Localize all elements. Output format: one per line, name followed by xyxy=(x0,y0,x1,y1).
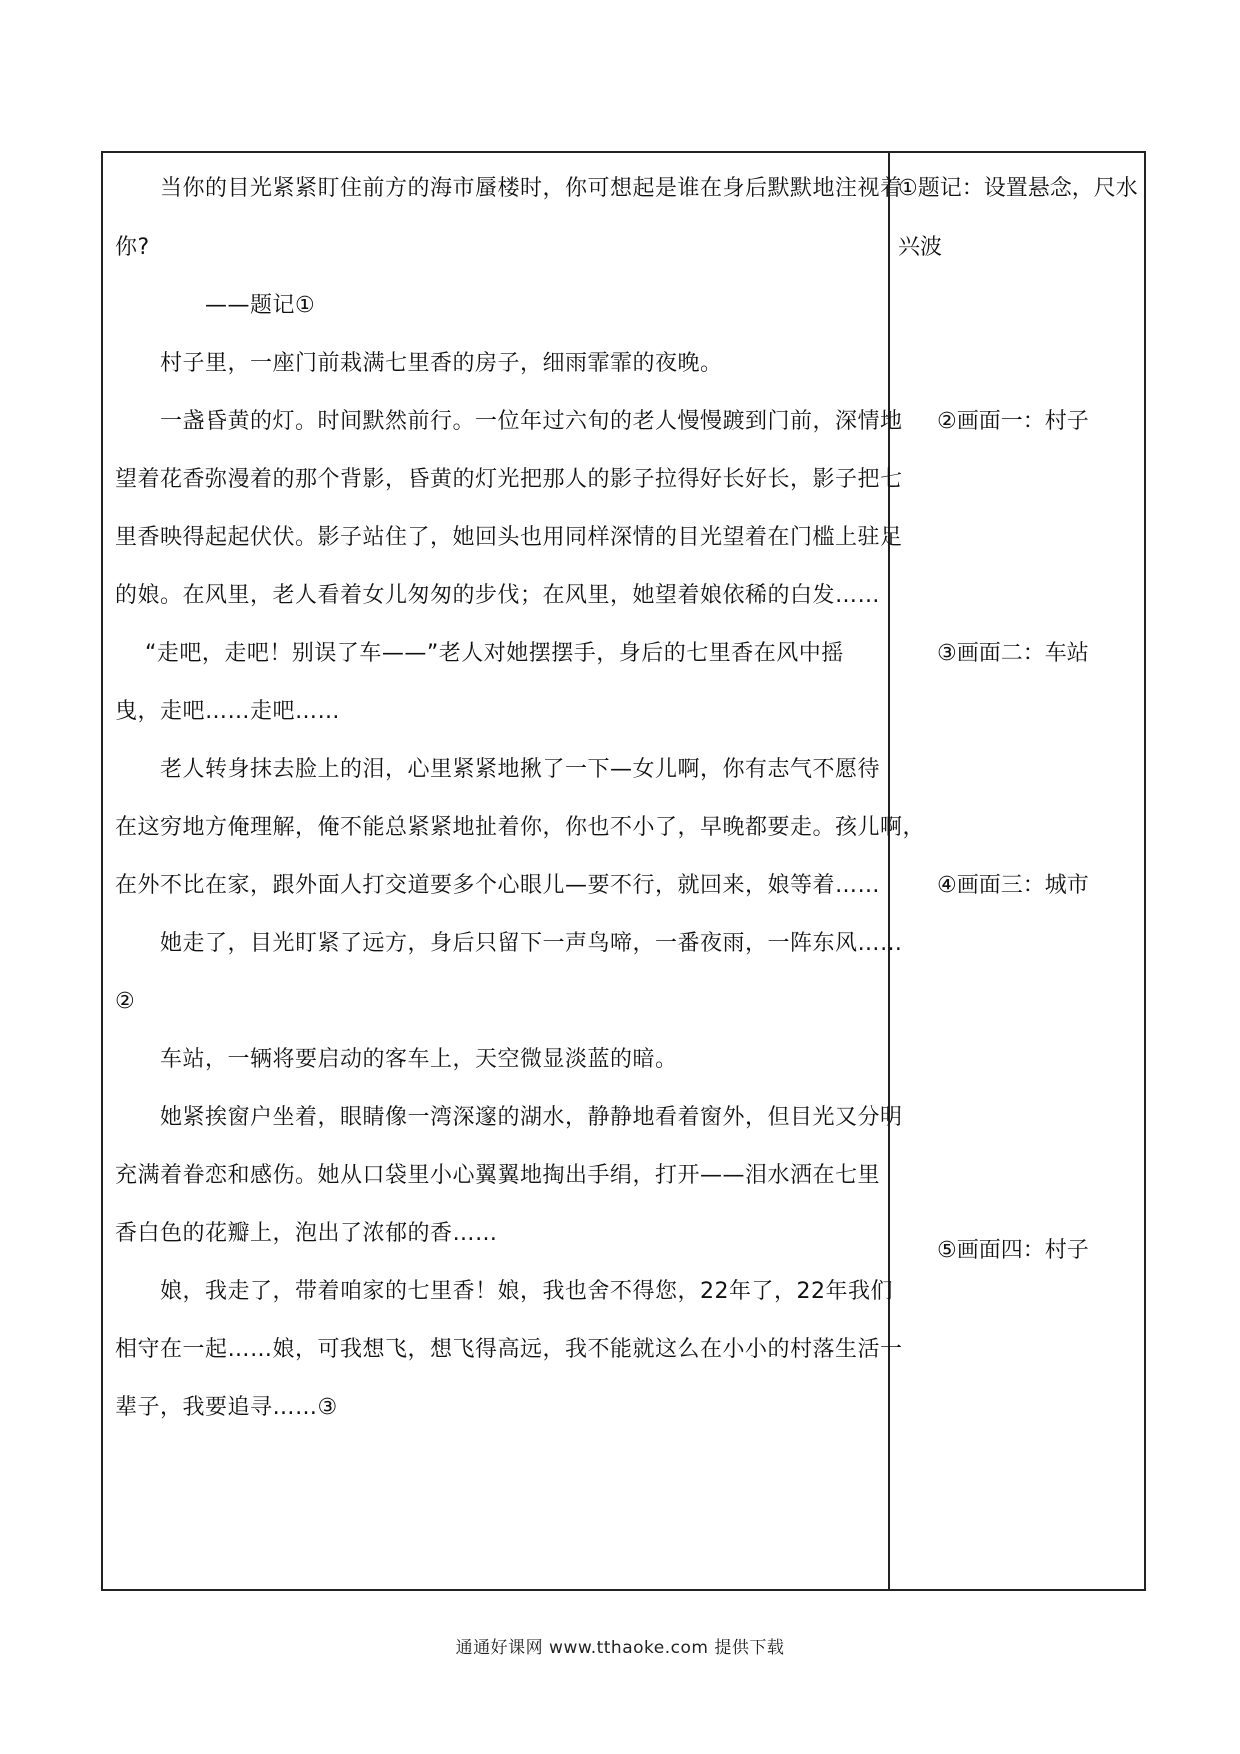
main-text-line: 充满着眷恋和感伤。她从口袋里小心翼翼地掏出手绢，打开——泪水洒在七里 xyxy=(115,1163,881,1188)
main-text-line: 在这穷地方俺理解，俺不能总紧紧地扯着你，你也不小了，早晚都要走。孩儿啊， xyxy=(115,815,926,840)
main-text-line: ——题记① xyxy=(115,293,316,318)
main-text-line: 相守在一起……娘，可我想飞，想飞得高远，我不能就这么在小小的村落生活一 xyxy=(115,1337,903,1362)
main-text-line: 里香映得起起伏伏。影子站住了，她回头也用同样深情的目光望着在门槛上驻足 xyxy=(115,525,903,550)
main-text-line: 一盏昏黄的灯。时间默然前行。一位年过六旬的老人慢慢踱到门前，深情地 xyxy=(115,409,903,434)
main-text-line: 车站，一辆将要启动的客车上，天空微显淡蓝的暗。 xyxy=(115,1047,678,1072)
page-footer: 通通好课网 www.tthaoke.com 提供下载 xyxy=(455,1638,785,1658)
main-text-line: 老人转身抹去脸上的泪，心里紧紧地揪了一下—女儿啊，你有志气不愿待 xyxy=(115,757,881,782)
main-text-line: 她紧挨窗户坐着，眼睛像一湾深邃的湖水，静静地看着窗外，但目光又分明 xyxy=(115,1105,903,1130)
main-text-line: 她走了，目光盯紧了远方，身后只留下一声鸟啼，一番夜雨，一阵东风…… xyxy=(115,931,903,956)
main-text-line: 曳，走吧……走吧…… xyxy=(115,699,341,724)
main-text-line: 村子里，一座门前栽满七里香的房子，细雨霏霏的夜晚。 xyxy=(115,351,723,376)
main-text-line: 娘，我走了，带着咱家的七里香！娘，我也舍不得您，22年了，22年我们 xyxy=(115,1279,893,1304)
main-text-line: “走吧，走吧！别误了车——”老人对她摆摆手，身后的七里香在风中摇 xyxy=(115,641,844,666)
main-text-line: ② xyxy=(115,989,136,1014)
side-note: ⑤画面四：村子 xyxy=(937,1238,1089,1263)
side-note: ②画面一：村子 xyxy=(937,409,1089,434)
side-note: ①题记：设置悬念，尺水 xyxy=(898,176,1138,201)
main-text-line: 当你的目光紧紧盯住前方的海市蜃楼时，你可想起是谁在身后默默地注视着 xyxy=(115,176,903,201)
side-note: ④画面三：城市 xyxy=(937,873,1089,898)
main-text-line: 在外不比在家，跟外面人打交道要多个心眼儿—要不行，就回来，娘等着…… xyxy=(115,873,881,898)
main-text-line: 望着花香弥漫着的那个背影，昏黄的灯光把那人的影子拉得好长好长，影子把七 xyxy=(115,467,903,492)
content-table xyxy=(101,151,1146,1591)
column-divider xyxy=(888,153,890,1589)
main-text-line: 香白色的花瓣上，泡出了浓郁的香…… xyxy=(115,1221,498,1246)
main-text-line: 辈子，我要追寻……③ xyxy=(115,1395,338,1420)
main-text-line: 你? xyxy=(115,235,150,260)
side-note: ③画面二：车站 xyxy=(937,641,1089,666)
side-note: 兴波 xyxy=(898,235,943,260)
main-text-line: 的娘。在风里，老人看着女儿匆匆的步伐；在风里，她望着娘依稀的白发…… xyxy=(115,583,881,608)
